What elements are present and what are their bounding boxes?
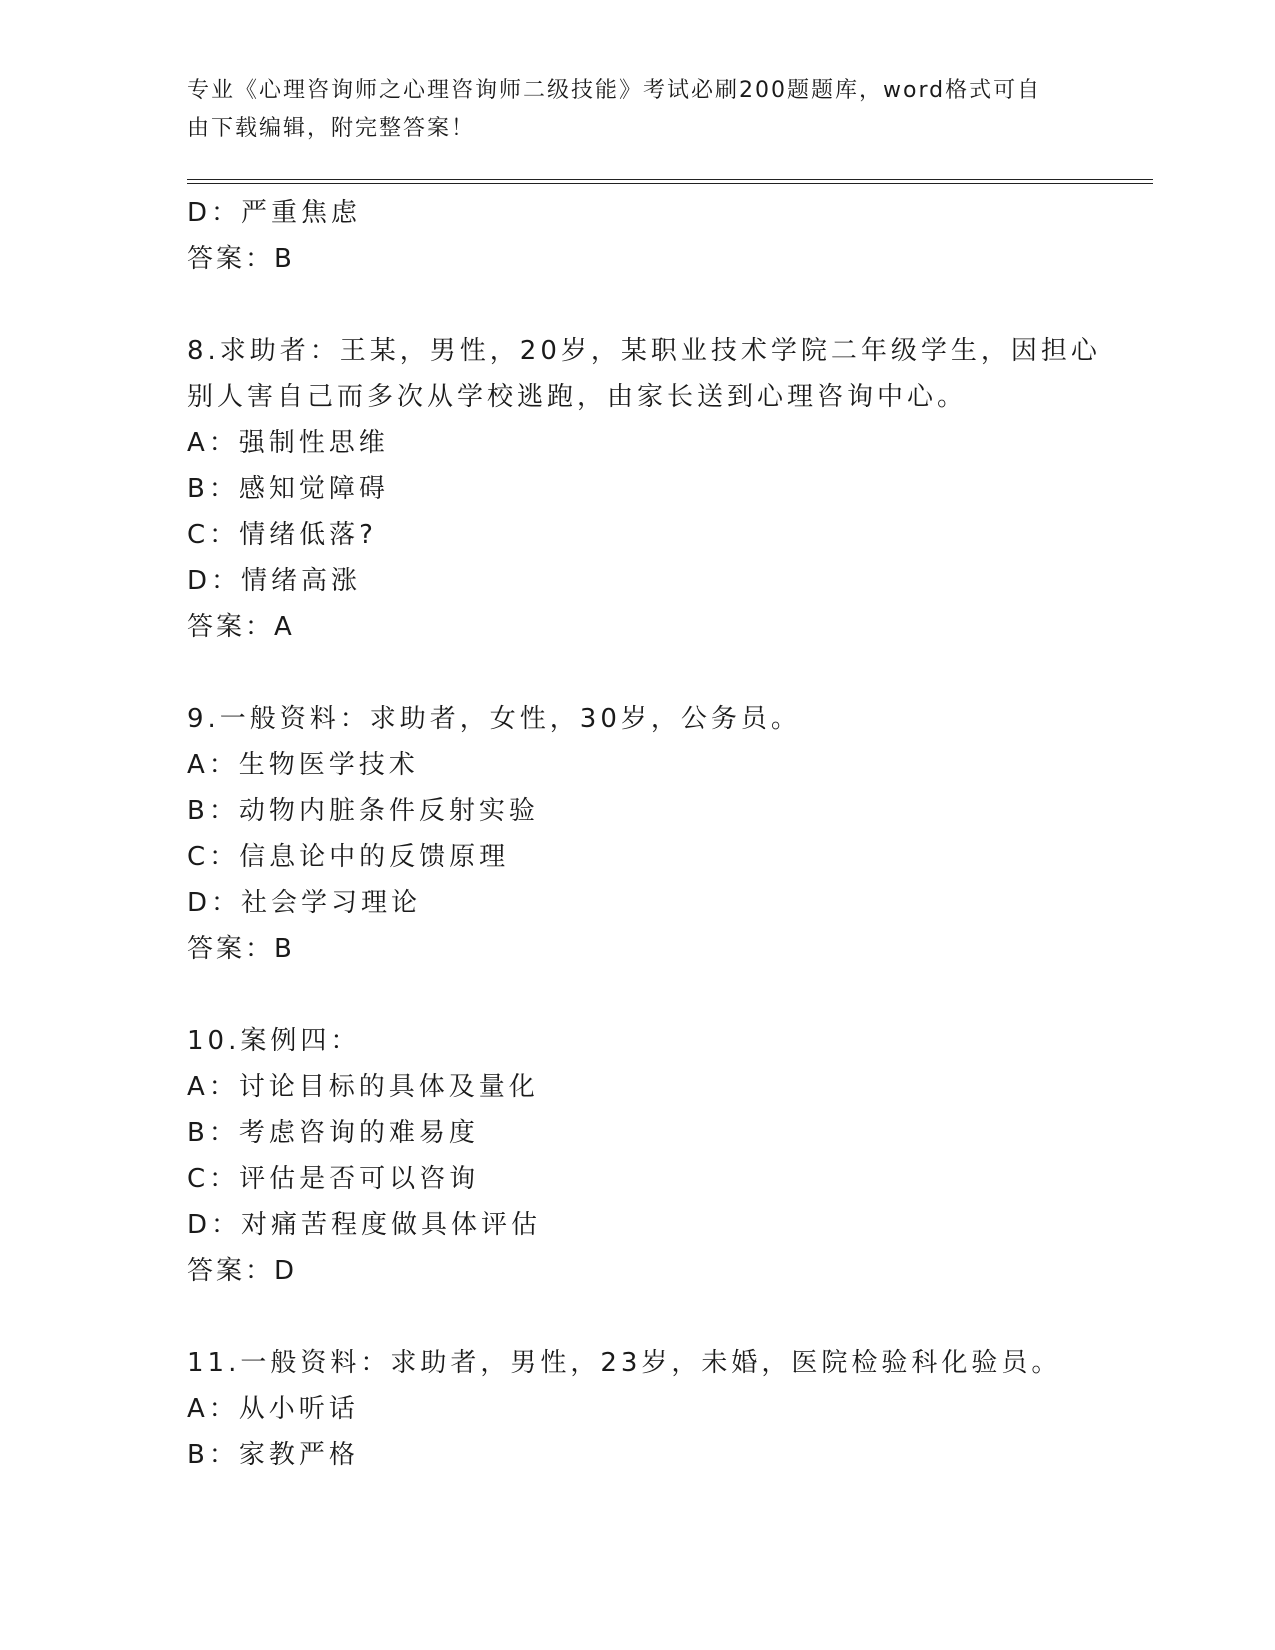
option-c: C：评估是否可以咨询 (187, 1164, 480, 1194)
document-header (187, 72, 1067, 148)
question-list (187, 190, 1101, 1478)
option-a: A：从小听话 (187, 1394, 359, 1424)
option-a: A：强制性思维 (187, 428, 389, 458)
question-stem-continued: 别人害自己而多次从学校逃跑，由家长送到心理咨询中心。 (187, 382, 968, 412)
option-d: D：严重焦虑 (187, 198, 362, 228)
spacer (187, 972, 1087, 1018)
option-a: A：生物医学技术 (187, 750, 419, 780)
option-d: D：社会学习理论 (187, 888, 422, 918)
option-c: C：情绪低落? (187, 520, 377, 550)
answer-line: 答案：B (187, 244, 295, 274)
spacer (187, 650, 1087, 696)
option-b: B：考虑咨询的难易度 (187, 1118, 479, 1148)
header-divider-top (187, 179, 1153, 180)
spacer (187, 1294, 1087, 1340)
option-b: B：家教严格 (187, 1440, 359, 1470)
answer-line: 答案：A (187, 612, 295, 642)
option-c: C：信息论中的反馈原理 (187, 842, 510, 872)
option-b: B：感知觉障碍 (187, 474, 389, 504)
question-stem: 9.一般资料：求助者，女性，30岁，公务员。 (187, 704, 801, 734)
option-a: A：讨论目标的具体及量化 (187, 1072, 539, 1102)
option-b: B：动物内脏条件反射实验 (187, 796, 539, 826)
header-line-2: 由下载编辑，附完整答案！ (187, 116, 476, 141)
answer-line: 答案：B (187, 934, 295, 964)
question-stem: 8.求助者：王某，男性，20岁，某职业技术学院二年级学生，因担心 (187, 336, 1101, 366)
question-stem: 11.一般资料：求助者，男性，23岁，未婚，医院检验科化验员。 (187, 1348, 1062, 1378)
header-line-1: 专业《心理咨询师之心理咨询师二级技能》考试必刷200题题库，word格式可自 (187, 78, 1042, 103)
question-stem: 10.案例四： (187, 1026, 361, 1056)
spacer (187, 282, 1087, 328)
option-d: D：对痛苦程度做具体评估 (187, 1210, 542, 1240)
answer-line: 答案：D (187, 1256, 298, 1286)
header-divider-bottom (187, 183, 1153, 184)
option-d: D：情绪高涨 (187, 566, 362, 596)
